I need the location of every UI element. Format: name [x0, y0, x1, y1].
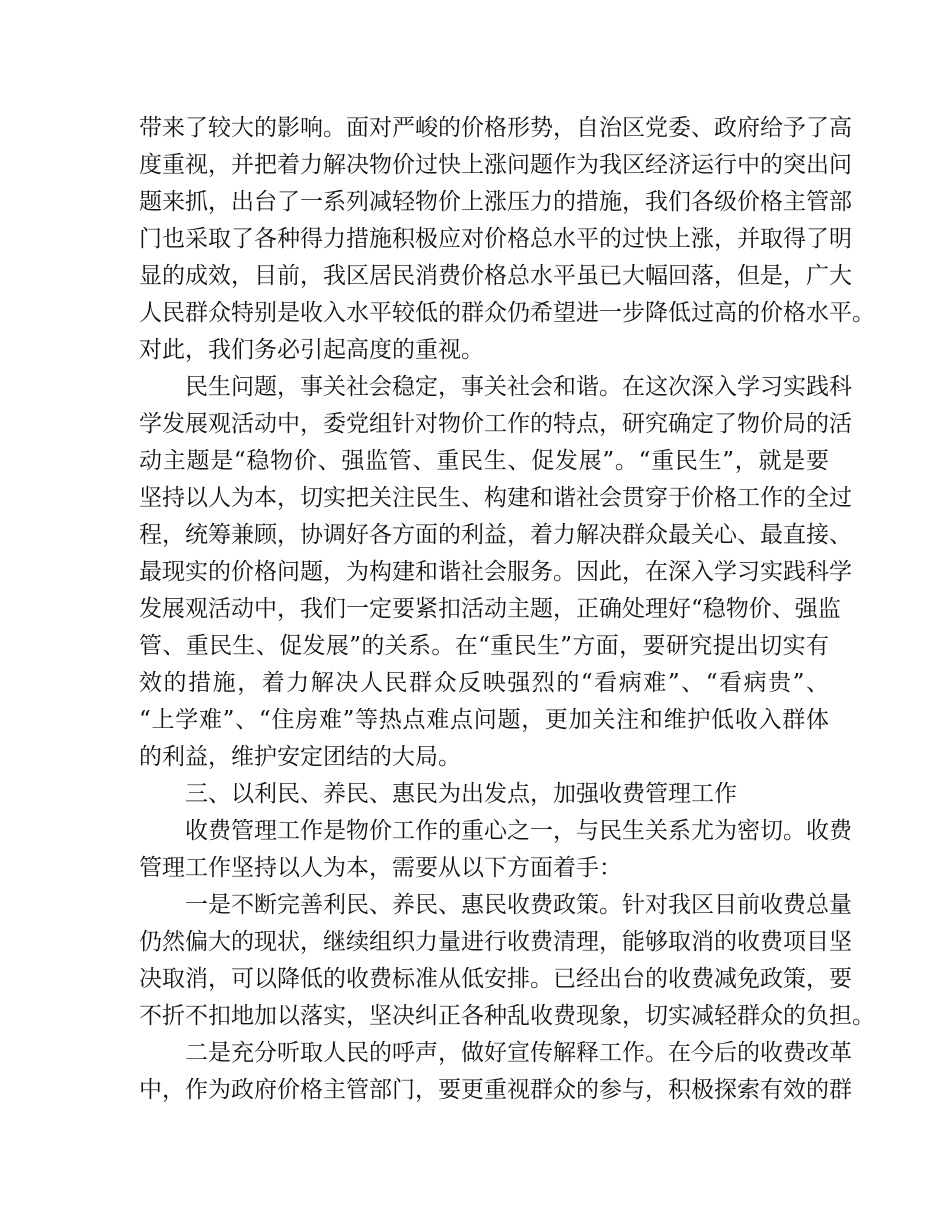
text-line: 动主题是“稳物价、强监管、重民生、促发展”。“重民生”，就是要	[139, 448, 829, 474]
text-line: 决取消，可以降低的收费标准从低安排。已经出台的收费减免政策，要	[139, 966, 852, 992]
text-line: 的利益，维护安定团结的大局。	[139, 744, 461, 770]
text-line: 最现实的价格问题，为构建和谐社会服务。因此，在深入学习实践科学	[139, 559, 852, 585]
section-heading: 三、以利民、养民、惠民为出发点，加强收费管理工作	[185, 781, 737, 807]
text-line: 学发展观活动中，委党组针对物价工作的特点，研究确定了物价局的活	[139, 411, 852, 437]
text-line: 仍然偏大的现状，继续组织力量进行收费清理，能够取消的收费项目坚	[139, 929, 852, 955]
body-text	[139, 110, 875, 1109]
text-line: 效的措施，着力解决人民群众反映强烈的“看病难”、“看病贵”、	[139, 670, 829, 696]
text-line: 管理工作坚持以人为本，需要从以下方面着手：	[139, 855, 622, 881]
text-line: 发展观活动中，我们一定要紧扣活动主题，正确处理好“稳物价、强监	[139, 596, 841, 622]
text-line: “上学难”、“住房难”等热点难点问题，更加关注和维护低收入群体	[139, 707, 829, 733]
text-line: 带来了较大的影响。面对严峻的价格形势，自治区党委、政府给予了高	[139, 115, 852, 141]
paragraph-first-line: 二是充分听取人民的呼声，做好宣传解释工作。在今后的收费改革	[185, 1040, 852, 1066]
paragraph-first-line: 收费管理工作是物价工作的重心之一，与民生关系尤为密切。收费	[185, 818, 852, 844]
text-line: 程，统筹兼顾，协调好各方面的利益，着力解决群众最关心、最直接、	[139, 522, 852, 548]
text-line: 人民群众特别是收入水平较低的群众仍希望进一步降低过高的价格水平。	[139, 300, 875, 326]
text-line: 门也采取了各种得力措施积极应对价格总水平的过快上涨，并取得了明	[139, 226, 852, 252]
text-line: 中，作为政府价格主管部门，要更重视群众的参与，积极探索有效的群	[139, 1077, 852, 1103]
text-line: 管、重民生、促发展”的关系。在“重民生”方面，要研究提出切实有	[139, 633, 829, 659]
paragraph-first-line: 民生问题，事关社会稳定，事关社会和谐。在这次深入学习实践科	[185, 374, 852, 400]
text-line: 显的成效，目前，我区居民消费价格总水平虽已大幅回落，但是，广大	[139, 263, 852, 289]
text-line: 坚持以人为本，切实把关注民生、构建和谐社会贯穿于价格工作的全过	[139, 485, 852, 511]
text-line: 题来抓，出台了一系列减轻物价上涨压力的措施，我们各级价格主管部	[139, 189, 852, 215]
text-line: 不折不扣地加以落实，坚决纠正各种乱收费现象，切实减轻群众的负担。	[139, 1003, 875, 1029]
text-line: 对此，我们务必引起高度的重视。	[139, 337, 484, 363]
paragraph-first-line: 一是不断完善利民、养民、惠民收费政策。针对我区目前收费总量	[185, 892, 852, 918]
text-line: 度重视，并把着力解决物价过快上涨问题作为我区经济运行中的突出问	[139, 152, 852, 178]
